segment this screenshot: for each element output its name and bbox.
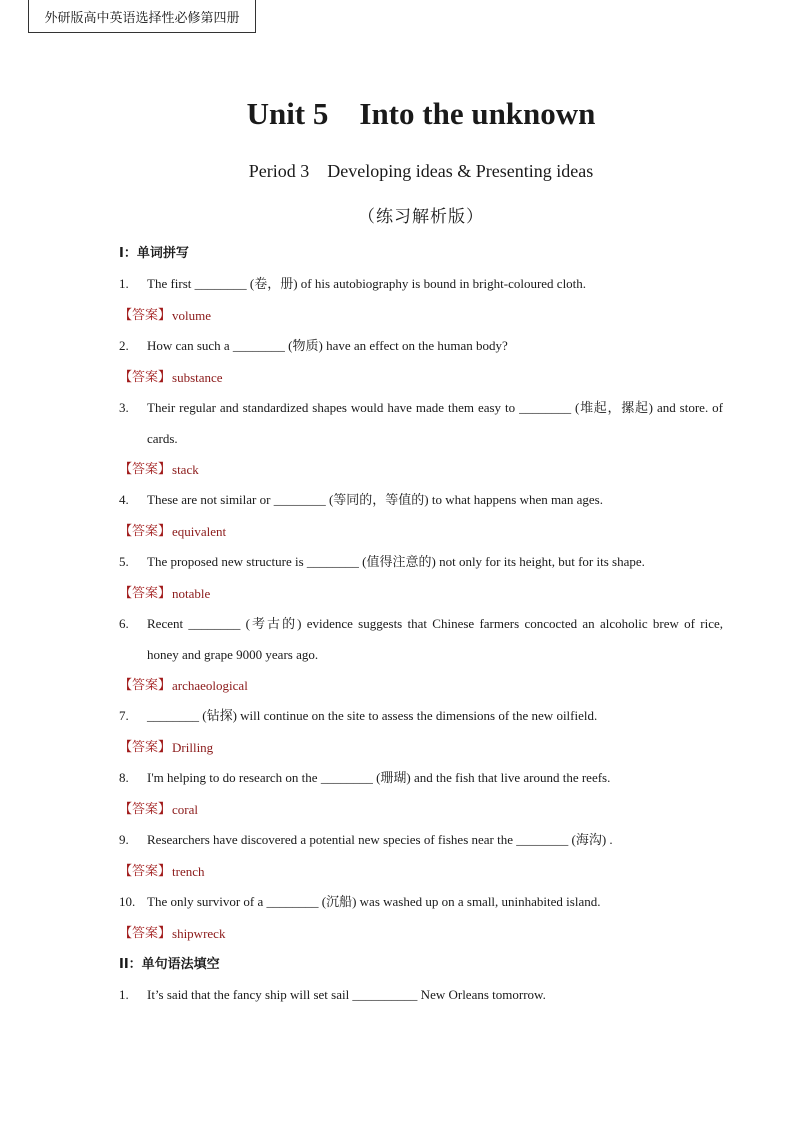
question-item: [119, 887, 723, 918]
question-item: [119, 269, 723, 300]
answer-value: stack: [172, 461, 199, 477]
question-item: [119, 825, 723, 856]
answer-value: substance: [172, 369, 223, 385]
answer-tag: 【答案】: [119, 925, 172, 941]
answer-tag: 【答案】: [119, 523, 172, 539]
answer-line: [119, 856, 723, 887]
answer-value: equivalent: [172, 523, 227, 539]
answer-value: volume: [172, 307, 212, 323]
question-item: [119, 609, 723, 670]
question-text: The proposed new structure is ________ (值得注意的) not only for its height, but for its shape.: [147, 554, 645, 569]
answer-tag: 【答案】: [119, 801, 172, 817]
question-item: [119, 547, 723, 578]
answer-tag: 【答案】: [119, 307, 172, 323]
question-text: The first ________ (卷，册) of his autobiography is bound in bright-coloured cloth.: [147, 276, 587, 291]
answer-tag: 【答案】: [119, 863, 172, 879]
question-text: Recent ________ (考古的) evidence suggests that Chinese farmers concocted an alcoholic brew of rice, honey and grape 9000 years ago.: [147, 616, 723, 662]
question-text: ________ (钻探) will continue on the site to assess the dimensions of the new oilfield.: [147, 708, 598, 723]
question-text: Researchers have discovered a potential new species of fishes near the ________ (海沟) .: [147, 832, 613, 847]
answer-value: Drilling: [172, 739, 214, 755]
answer-tag: 【答案】: [119, 677, 172, 693]
worksheet-body: [119, 238, 723, 1011]
answer-tag: 【答案】: [119, 369, 172, 385]
question-text: Their regular and standardized shapes would have made them easy to ________ (堆起，摞起) and store. of cards.: [147, 400, 723, 446]
section-heading-vocabulary: I：单词拼写: [119, 245, 189, 261]
question-number: 5.: [119, 554, 129, 569]
question-item: [119, 980, 723, 1011]
question-number: 3.: [119, 400, 129, 415]
answer-tag: 【答案】: [119, 739, 172, 755]
answer-line: [119, 578, 723, 609]
document-source-tag: 外研版高中英语选择性必修第四册: [28, 0, 256, 33]
answer-line: [119, 732, 723, 763]
question-number: 9.: [119, 832, 129, 847]
question-item: [119, 485, 723, 516]
question-number: 1.: [119, 276, 129, 291]
question-number: 1.: [119, 987, 129, 1002]
answer-line: [119, 362, 723, 393]
answer-line: [119, 794, 723, 825]
answer-value: shipwreck: [172, 925, 226, 941]
question-item: [119, 393, 723, 454]
answer-value: coral: [172, 801, 198, 817]
question-item: [119, 763, 723, 794]
question-number: 4.: [119, 492, 129, 507]
question-text: The only survivor of a ________ (沉船) was washed up on a small, uninhabited island.: [147, 894, 601, 909]
question-number: 10.: [119, 894, 136, 909]
question-number: 2.: [119, 338, 129, 353]
edition-label: （练习解析版）: [358, 207, 484, 227]
question-number: 8.: [119, 770, 129, 785]
answer-line: [119, 516, 723, 547]
question-item: [119, 701, 723, 732]
section-heading-grammar: II：单句语法填空: [119, 956, 220, 972]
question-text: These are not similar or ________ (等同的，等值的) to what happens when man ages.: [147, 492, 603, 507]
answer-line: [119, 300, 723, 331]
question-text: I'm helping to do research on the ________ (珊瑚) and the fish that live around the reefs.: [147, 770, 611, 785]
answer-line: [119, 670, 723, 701]
question-text: It’s said that the fancy ship will set sail __________ New Orleans tomorrow.: [147, 987, 546, 1002]
question-number: 6.: [119, 616, 129, 631]
answer-tag: 【答案】: [119, 585, 172, 601]
answer-value: notable: [172, 585, 211, 601]
period-subtitle: Period 3 Developing ideas & Presenting ideas: [248, 161, 594, 181]
question-number: 7.: [119, 708, 129, 723]
answer-value: archaeological: [172, 677, 248, 693]
answer-value: trench: [172, 863, 205, 879]
answer-tag: 【答案】: [119, 461, 172, 477]
question-item: [119, 331, 723, 362]
question-text: How can such a ________ (物质) have an effect on the human body?: [147, 338, 508, 353]
answer-line: [119, 918, 723, 949]
answer-line: [119, 454, 723, 485]
unit-title: Unit 5 Into the unknown: [246, 96, 596, 131]
